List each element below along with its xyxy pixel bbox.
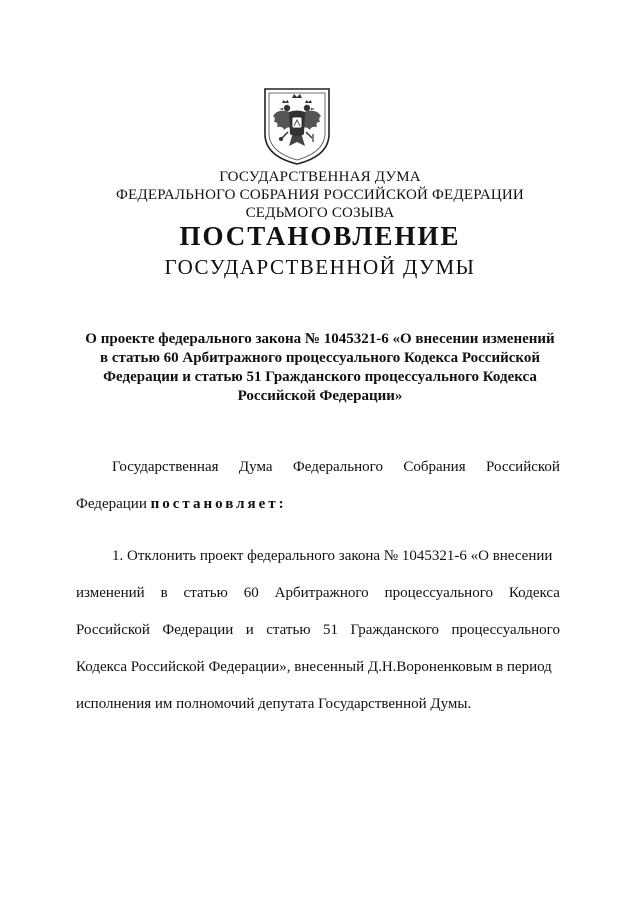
header-line-1: ГОСУДАРСТВЕННАЯ ДУМА: [219, 169, 421, 185]
word: процессуального: [451, 622, 560, 638]
paragraph-1-line-5: исполнения им полномочий депутата Государственной Думы.: [76, 696, 472, 712]
preamble-line-2: [76, 494, 560, 514]
word: и: [245, 622, 254, 638]
header-line-3: СЕДЬМОГО СОЗЫВА: [245, 205, 395, 221]
document-title: ПОСТАНОВЛЕНИЕ: [179, 221, 461, 251]
header-line-2: ФЕДЕРАЛЬНОГО СОБРАНИЯ РОССИЙСКОЙ ФЕДЕРАЦИИ: [116, 187, 524, 203]
subject-line-1: О проекте федерального закона № 1045321-6 «О внесении изменений: [85, 331, 555, 347]
paragraph-1-line-1: 1. Отклонить проект федерального закона № 1045321-6 «О внесении: [112, 548, 553, 564]
subject-line-4: Российской Федерации»: [237, 388, 403, 404]
preamble-word: Государственная: [112, 459, 219, 475]
word: в: [160, 585, 168, 601]
word: процессуального: [384, 585, 493, 601]
word: Арбитражного: [274, 585, 369, 601]
coat-of-arms-icon: [262, 86, 332, 166]
word: Российской: [76, 622, 150, 638]
preamble-word: Собрания: [403, 459, 466, 475]
paragraph-1-line-3: [76, 620, 560, 640]
preamble-word: Дума: [238, 459, 273, 475]
resolution-verb: постановляет:: [150, 496, 287, 512]
word: статью: [183, 585, 228, 601]
word: 51: [323, 622, 339, 638]
preamble-word: Федерального: [292, 459, 383, 475]
word: Гражданского: [350, 622, 440, 638]
word: Кодекса: [508, 585, 560, 601]
word: Федерации: [162, 622, 234, 638]
preamble-line-1: [112, 457, 560, 477]
preamble-word: Российской: [486, 459, 560, 475]
word: статью: [266, 622, 311, 638]
word: изменений: [76, 585, 145, 601]
document-subtitle: ГОСУДАРСТВЕННОЙ ДУМЫ: [164, 255, 476, 279]
preamble-text: Федерации: [76, 496, 147, 512]
paragraph-1-line-4: Кодекса Российской Федерации», внесенный Д.Н.Вороненковым в период: [76, 659, 552, 675]
subject-line-3: Федерации и статью 51 Гражданского процессуального Кодекса: [103, 369, 537, 385]
word: 60: [243, 585, 259, 601]
subject-line-2: в статью 60 Арбитражного процессуального Кодекса Российской: [100, 350, 540, 366]
paragraph-1-line-2: [76, 583, 560, 603]
